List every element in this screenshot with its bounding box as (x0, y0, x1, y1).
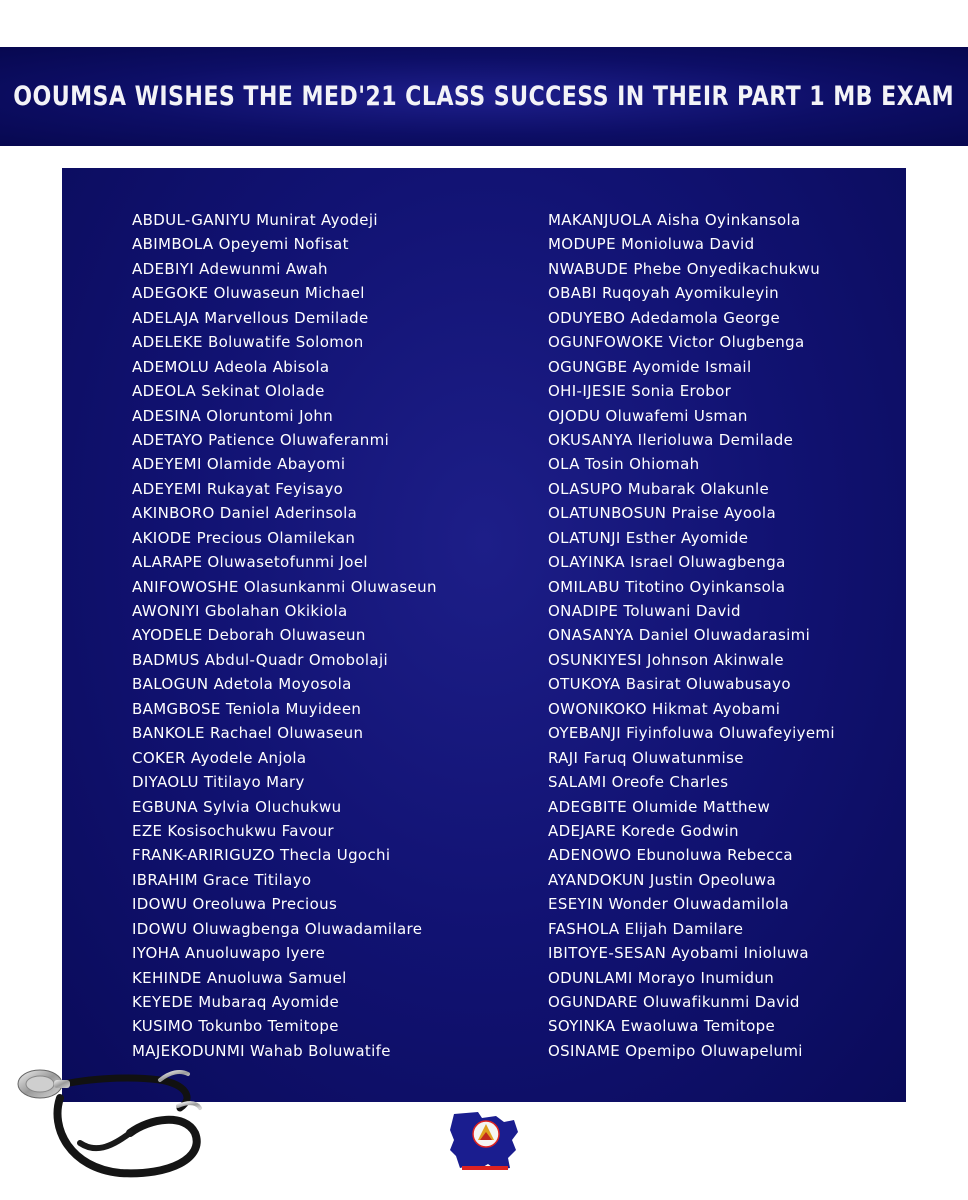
student-name: OKUSANYA Ilerioluwa Demilade (548, 430, 794, 449)
student-name: KEYEDE Mubaraq Ayomide (132, 993, 340, 1011)
names-column-left (132, 208, 437, 1063)
student-name: OYEBANJI Fiyinfoluwa Oluwafeyiyemi (548, 724, 835, 743)
student-name: ABIMBOLA Opeyemi Nofisat (132, 235, 349, 254)
student-name: COKER Ayodele Anjola (132, 748, 307, 767)
student-name: OMILABU Titotino Oyinkansola (548, 577, 786, 596)
student-name: OJODU Oluwafemi Usman (548, 406, 748, 425)
student-name: OTUKOYA Basirat Oluwabusayo (548, 675, 791, 694)
student-name: FRANK-ARIRIGUZO Thecla Ugochi (132, 846, 391, 865)
student-name: RAJI Faruq Oluwatunmise (548, 748, 744, 767)
student-name: MODUPE Monioluwa David (548, 235, 755, 254)
student-name: ONASANYA Daniel Oluwadarasimi (548, 626, 811, 645)
header-banner (0, 47, 968, 146)
names-column-right (548, 208, 835, 1063)
student-name: ABDUL-GANIYU Munirat Ayodeji (132, 211, 378, 229)
student-name: IYOHA Anuoluwapo Iyere (132, 944, 326, 963)
student-name: OLA Tosin Ohiomah (548, 455, 700, 474)
student-name: ADETAYO Patience Oluwaferanmi (132, 430, 390, 449)
student-name: OLAYINKA Israel Oluwagbenga (548, 553, 786, 572)
student-name: FASHOLA Elijah Damilare (548, 919, 744, 938)
student-name: OHI-IJESIE Sonia Erobor (548, 382, 732, 401)
stethoscope-icon (10, 1058, 220, 1188)
student-name: AKINBORO Daniel Aderinsola (132, 504, 358, 523)
student-name: ADEBIYI Adewunmi Awah (132, 259, 328, 278)
student-name: AWONIYI Gbolahan Okikiola (132, 602, 348, 620)
student-name: BALOGUN Adetola Moyosola (132, 675, 352, 694)
student-name: OBABI Ruqoyah Ayomikuleyin (548, 284, 779, 303)
student-name: SOYINKA Ewaoluwa Temitope (548, 1017, 776, 1036)
student-name: ODUYEBO Adedamola George (548, 308, 781, 327)
student-name: ADEGOKE Oluwaseun Michael (132, 284, 365, 303)
student-name: SALAMI Oreofe Charles (548, 773, 729, 792)
student-name: MAKANJUOLA Aisha Oyinkansola (548, 211, 801, 229)
student-name: AKIODE Precious Olamilekan (132, 528, 356, 547)
student-name: IBRAHIM Grace Titilayo (132, 870, 312, 889)
student-name: ESEYIN Wonder Oluwadamilola (548, 895, 789, 914)
student-name: KUSIMO Tokunbo Temitope (132, 1017, 339, 1036)
names-panel (62, 168, 906, 1102)
student-name: ANIFOWOSHE Olasunkanmi Oluwaseun (132, 577, 437, 596)
student-name: BADMUS Abdul-Quadr Omobolaji (132, 650, 389, 669)
ooumsa-logo (448, 1110, 522, 1174)
student-name: OSINAME Opemipo Oluwapelumi (548, 1041, 803, 1060)
student-name: OLATUNBOSUN Praise Ayoola (548, 504, 776, 523)
student-name: ADELAJA Marvellous Demilade (132, 308, 369, 327)
student-name: OLATUNJI Esther Ayomide (548, 528, 749, 547)
student-name: ADENOWO Ebunoluwa Rebecca (548, 846, 793, 865)
student-name: BAMGBOSE Teniola Muyideen (132, 699, 362, 718)
student-name: ALARAPE Oluwasetofunmi Joel (132, 553, 368, 572)
student-name: EGBUNA Sylvia Oluchukwu (132, 797, 342, 816)
student-name: MAJEKODUNMI Wahab Boluwatife (132, 1041, 391, 1060)
student-name: OGUNDARE Oluwafikunmi David (548, 993, 800, 1011)
student-name: OSUNKIYESI Johnson Akinwale (548, 650, 784, 669)
student-name: OLASUPO Mubarak Olakunle (548, 479, 770, 498)
student-name: KEHINDE Anuoluwa Samuel (132, 968, 347, 987)
student-name: OGUNGBE Ayomide Ismail (548, 357, 752, 376)
student-name: AYODELE Deborah Oluwaseun (132, 626, 366, 645)
student-name: ADEJARE Korede Godwin (548, 821, 739, 840)
student-name: AYANDOKUN Justin Opeoluwa (548, 870, 777, 889)
student-name: ONADIPE Toluwani David (548, 602, 741, 620)
student-name: EZE Kosisochukwu Favour (132, 821, 334, 840)
student-name: ADESINA Oloruntomi John (132, 406, 334, 425)
banner-title: OOUMSA WISHES THE MED'21 CLASS SUCCESS IN THEIR PART 1 MB EXAM (13, 81, 955, 112)
student-name: IBITOYE-SESAN Ayobami Inioluwa (548, 944, 809, 963)
student-name: ODUNLAMI Morayo Inumidun (548, 968, 775, 987)
student-name: ADEOLA Sekinat Ololade (132, 382, 325, 401)
student-name: IDOWU Oluwagbenga Oluwadamilare (132, 919, 423, 938)
student-name: NWABUDE Phebe Onyedikachukwu (548, 259, 821, 278)
student-name: IDOWU Oreoluwa Precious (132, 895, 338, 914)
student-name: OWONIKOKO Hikmat Ayobami (548, 699, 781, 718)
student-name: OGUNFOWOKE Victor Olugbenga (548, 333, 805, 352)
student-name: DIYAOLU Titilayo Mary (132, 773, 305, 792)
student-name: ADEYEMI Olamide Abayomi (132, 455, 346, 474)
student-name: ADEGBITE Olumide Matthew (548, 797, 771, 816)
student-name: ADEYEMI Rukayat Feyisayo (132, 479, 344, 498)
student-name: BANKOLE Rachael Oluwaseun (132, 724, 364, 743)
student-name: ADEMOLU Adeola Abisola (132, 357, 330, 376)
student-name: ADELEKE Boluwatife Solomon (132, 333, 364, 352)
